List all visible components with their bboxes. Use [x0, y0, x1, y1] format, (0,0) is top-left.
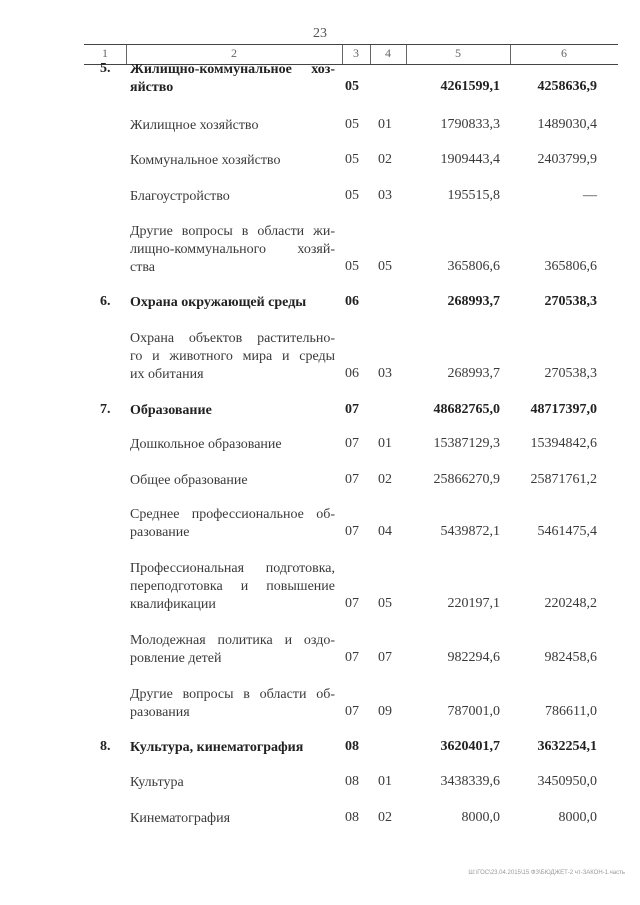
cell-c6: 5461475,4: [537, 524, 597, 539]
cell-c3: 07: [345, 472, 359, 487]
cell-c5: 15387129,3: [433, 436, 500, 451]
cell-c6: 220248,2: [544, 596, 597, 611]
cell-c3: 07: [345, 704, 359, 719]
table-row: [0, 472, 640, 490]
cell-c6: 8000,0: [558, 810, 597, 825]
row-name-line: яйство: [130, 80, 174, 95]
row-name-line: лищно-коммунального хозяй-: [130, 242, 335, 257]
cell-c4: 05: [378, 596, 392, 611]
row-name-line: Дошкольное образование: [130, 437, 282, 452]
cell-c6: —: [583, 188, 597, 203]
row-name-line: Молодежная политика и оздо-: [130, 633, 335, 648]
cell-c3: 08: [345, 774, 359, 789]
cell-c4: 05: [378, 259, 392, 274]
cell-c6: 15394842,6: [530, 436, 597, 451]
cell-c5: 787001,0: [447, 704, 500, 719]
table-row: [0, 188, 640, 206]
row-name-line: Благоустройство: [130, 189, 230, 204]
table-row: [0, 560, 640, 614]
cell-c5: 3438339,6: [440, 774, 500, 789]
row-number: 8.: [100, 739, 111, 754]
cell-c5: 1790833,3: [440, 117, 500, 132]
footer-file-path: Ш:\ГОС\23.04.2015\15 ФЗ\БЮДЖЕТ-2 чт-ЗАКОН-1.часть: [468, 870, 625, 876]
row-name: [130, 402, 335, 420]
cell-c5: 268993,7: [447, 294, 500, 309]
cell-c3: 07: [345, 436, 359, 451]
cell-c4: 02: [378, 152, 392, 167]
row-name: [130, 560, 335, 614]
row-name: [130, 506, 335, 542]
row-name-line: квалификации: [130, 597, 216, 612]
row-name: [130, 436, 335, 454]
cell-c4: 09: [378, 704, 392, 719]
row-name-line: Коммунальное хозяйство: [130, 153, 281, 168]
cell-c3: 08: [345, 739, 359, 754]
cell-c6: 2403799,9: [537, 152, 597, 167]
cell-c3: 07: [345, 402, 359, 417]
cell-c3: 06: [345, 366, 359, 381]
cell-c5: 8000,0: [461, 810, 500, 825]
row-name: [130, 294, 335, 312]
header-col-6: 6: [561, 46, 567, 60]
row-name: [130, 117, 335, 135]
row-name-line: Охрана окружающей среды: [130, 295, 307, 310]
table-row: [0, 436, 640, 454]
table-row: [0, 330, 640, 384]
cell-c5: 3620401,7: [440, 739, 500, 754]
cell-c6: 25871761,2: [530, 472, 597, 487]
cell-c6: 3450950,0: [537, 774, 597, 789]
cell-c5: 5439872,1: [440, 524, 500, 539]
table-row: [0, 402, 640, 420]
cell-c6: 365806,6: [544, 259, 597, 274]
row-name: [130, 223, 335, 277]
row-name-line: Профессиональная подготовка,: [130, 561, 335, 576]
row-name-line: Культура, кинематография: [130, 740, 304, 755]
row-name-line: Другие вопросы в области об-: [130, 687, 335, 702]
row-name: [130, 61, 335, 97]
cell-c5: 25866270,9: [433, 472, 500, 487]
table-row: [0, 739, 640, 757]
table-row: [0, 774, 640, 792]
cell-c4: 03: [378, 188, 392, 203]
table-row: [0, 632, 640, 668]
row-name-line: го и животного мира и среды: [130, 349, 335, 364]
table-row: [0, 686, 640, 722]
header-col-4: 4: [385, 46, 391, 60]
table-row: [0, 223, 640, 277]
table-row: [0, 810, 640, 828]
cell-c3: 05: [345, 117, 359, 132]
cell-c3: 07: [345, 596, 359, 611]
table-row: [0, 294, 640, 312]
cell-c5: 268993,7: [447, 366, 500, 381]
table-row: [0, 506, 640, 542]
row-name-line: разования: [130, 705, 190, 720]
page-number: 23: [313, 26, 327, 41]
cell-c3: 05: [345, 188, 359, 203]
row-number: 6.: [100, 294, 111, 309]
row-name: [130, 810, 335, 828]
header-col-3: 3: [353, 46, 359, 60]
cell-c4: 07: [378, 650, 392, 665]
cell-c6: 3632254,1: [537, 739, 597, 754]
cell-c3: 06: [345, 294, 359, 309]
row-name: [130, 774, 335, 792]
header-col-5: 5: [455, 46, 461, 60]
cell-c4: 01: [378, 117, 392, 132]
row-name: [130, 686, 335, 722]
row-name-line: ства: [130, 260, 155, 275]
row-name-line: ровление детей: [130, 651, 222, 666]
table-row: [0, 117, 640, 135]
cell-c5: 48682765,0: [433, 402, 500, 417]
row-name: [130, 472, 335, 490]
header-col-2: 2: [231, 46, 237, 60]
row-name-line: Культура: [130, 775, 184, 790]
cell-c5: 1909443,4: [440, 152, 500, 167]
cell-c3: 07: [345, 650, 359, 665]
cell-c3: 05: [345, 152, 359, 167]
cell-c6: 48717397,0: [530, 402, 597, 417]
cell-c5: 220197,1: [447, 596, 500, 611]
cell-c5: 982294,6: [447, 650, 500, 665]
cell-c4: 01: [378, 436, 392, 451]
cell-c5: 195515,8: [447, 188, 500, 203]
row-name: [130, 739, 335, 757]
cell-c6: 982458,6: [544, 650, 597, 665]
row-name-line: Жилищно-коммунальное хоз-: [130, 62, 335, 77]
cell-c3: 05: [345, 259, 359, 274]
row-name-line: Охрана объектов растительно-: [130, 331, 335, 346]
cell-c5: 365806,6: [447, 259, 500, 274]
row-name-line: Другие вопросы в области жи-: [130, 224, 335, 239]
header-col-1: 1: [102, 46, 108, 60]
cell-c4: 04: [378, 524, 392, 539]
cell-c6: 4258636,9: [537, 79, 597, 94]
row-name-line: Жилищное хозяйство: [130, 118, 259, 133]
cell-c5: 4261599,1: [440, 79, 500, 94]
cell-c3: 05: [345, 79, 359, 94]
row-name-line: Образование: [130, 403, 212, 418]
row-name-line: Общее образование: [130, 473, 248, 488]
cell-c4: 01: [378, 774, 392, 789]
row-name: [130, 330, 335, 384]
row-number: 7.: [100, 402, 111, 417]
cell-c4: 03: [378, 366, 392, 381]
row-name: [130, 632, 335, 668]
row-name: [130, 152, 335, 170]
row-number: 5.: [100, 61, 111, 76]
row-name-line: переподготовка и повышение: [130, 579, 335, 594]
table-row: [0, 152, 640, 170]
cell-c6: 1489030,4: [537, 117, 597, 132]
row-name-line: разование: [130, 525, 190, 540]
cell-c3: 08: [345, 810, 359, 825]
cell-c6: 270538,3: [544, 366, 597, 381]
cell-c3: 07: [345, 524, 359, 539]
cell-c6: 270538,3: [544, 294, 597, 309]
row-name-line: Кинематография: [130, 811, 231, 826]
row-name-line: Среднее профессиональное об-: [130, 507, 335, 522]
table-row: [0, 61, 640, 97]
cell-c6: 786611,0: [545, 704, 597, 719]
cell-c4: 02: [378, 472, 392, 487]
row-name: [130, 188, 335, 206]
row-name-line: их обитания: [130, 367, 204, 382]
cell-c4: 02: [378, 810, 392, 825]
